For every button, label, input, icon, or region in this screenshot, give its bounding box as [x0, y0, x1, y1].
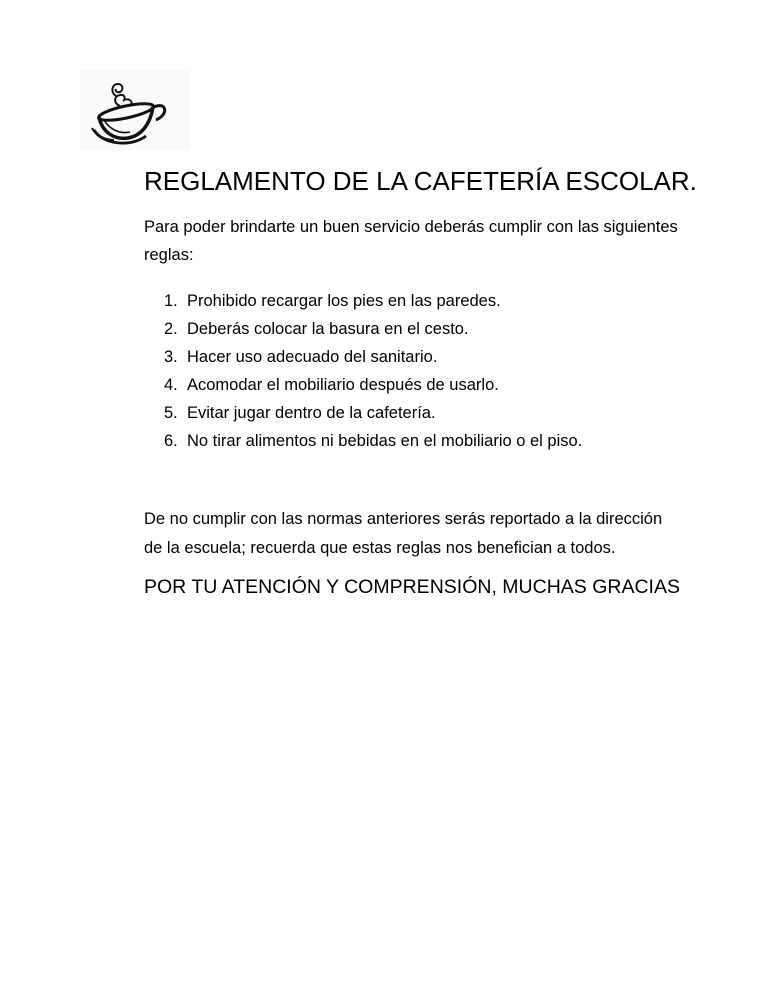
list-item-text: Evitar jugar dentro de la cafetería.	[187, 404, 436, 423]
list-item-text: Hacer uso adecuado del sanitario.	[187, 348, 438, 367]
rules-list	[144, 287, 684, 455]
list-item-number: 1.	[164, 292, 178, 311]
warning-paragraph: De no cumplir con las normas anteriores serás reportado a la dirección de la escuela; recuerda que estas reglas nos benefician a todos.	[144, 510, 663, 558]
list-item-number: 2.	[164, 320, 178, 339]
intro-paragraph: Para poder brindarte un buen servicio deberás cumplir con las siguientes reglas:	[144, 218, 678, 265]
list-item	[164, 287, 684, 315]
list-item-number: 3.	[164, 348, 178, 367]
list-item	[164, 427, 684, 455]
list-item-text: Deberás colocar la basura en el cesto.	[187, 320, 469, 339]
list-item	[164, 315, 684, 343]
list-item	[164, 343, 684, 371]
list-item-text: Prohibido recargar los pies en las paredes.	[187, 292, 501, 311]
coffee-cup-icon	[80, 70, 190, 150]
list-item-number: 5.	[164, 404, 178, 423]
list-item-text: No tirar alimentos ni bebidas en el mobiliario o el piso.	[187, 432, 583, 451]
list-item	[164, 399, 684, 427]
list-item-text: Acomodar el mobiliario después de usarlo.	[187, 376, 499, 395]
closing-message: POR TU ATENCIÓN Y COMPRENSIÓN, MUCHAS GRACIAS	[144, 576, 680, 599]
document-body	[144, 166, 697, 601]
list-item-number: 6.	[164, 432, 178, 451]
list-item	[164, 371, 684, 399]
list-item-number: 4.	[164, 376, 178, 395]
page-title: REGLAMENTO DE LA CAFETERÍA ESCOLAR.	[144, 166, 697, 196]
